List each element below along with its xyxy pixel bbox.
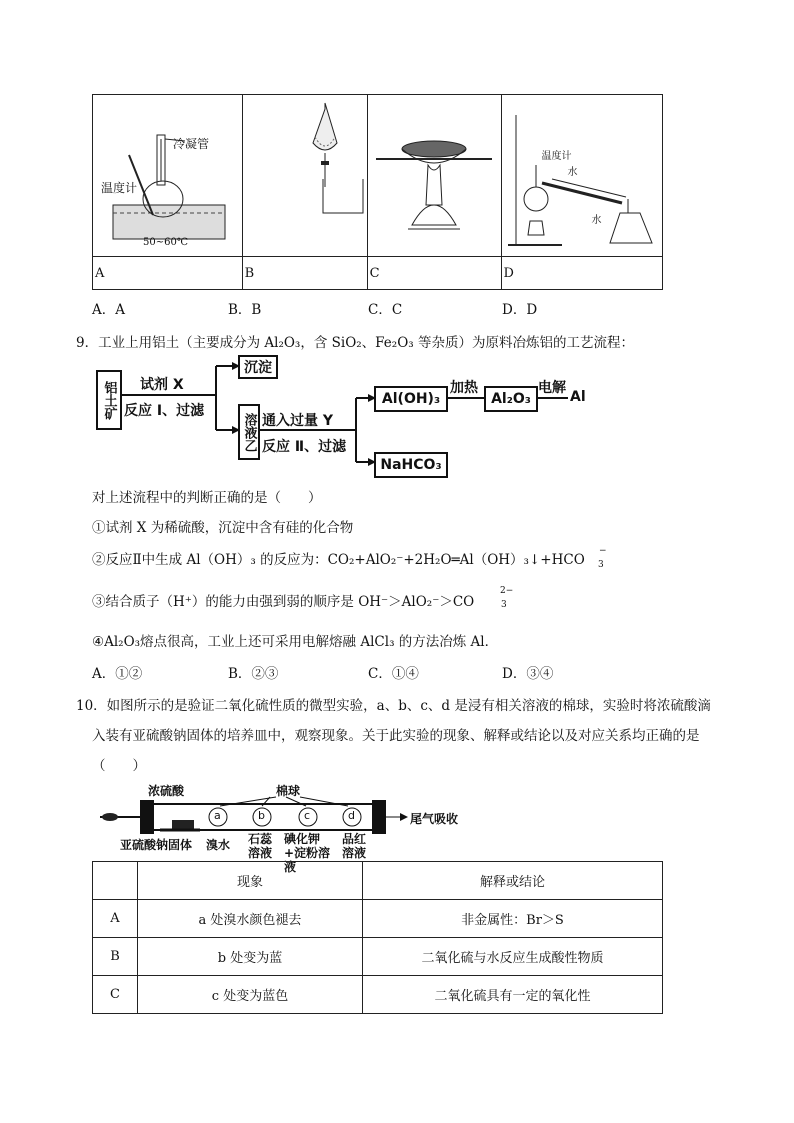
q9-statement-3: ③结合质子（H⁺）的能力由强到弱的顺序是 OH⁻＞AlO₂⁻＞CO 2− 3 <box>92 586 514 610</box>
fig-litmus: 石蕊溶液 <box>248 832 273 860</box>
flow-pass-y: 通入过量 Y <box>262 413 334 429</box>
q8-option-a[interactable]: A．A <box>92 302 125 318</box>
cell-label-b: B <box>242 257 367 290</box>
distillation-thermometer-label: 温度计 <box>541 151 572 162</box>
flow-box-al2o3: Al₂O₃ <box>484 386 538 412</box>
table-header-conclusion: 解释或结论 <box>363 862 663 900</box>
table-row[interactable] <box>93 976 663 1014</box>
q9-statement-2: ②反应Ⅱ中生成 Al（OH）₃ 的反应为：CO₂+AlO₂⁻+2H₂O═Al（OH）₃↓+HCO − 3 <box>92 546 607 570</box>
fig-tail-gas: 尾气吸收 <box>410 812 459 826</box>
table-header-cell <box>93 862 138 900</box>
cell-label-c: C <box>367 257 501 290</box>
q10-answer-table <box>92 861 663 1014</box>
flow-box-aloh3: Al(OH)₃ <box>374 386 448 412</box>
row-conclusion: 二氧化硫具有一定的氧化性 <box>363 976 663 1014</box>
carbonate-subscript: 3 <box>501 600 507 610</box>
fig-ball-d: d <box>348 809 355 822</box>
q9-stem: 9．工业上用铝土（主要成分为 Al₂O₃，含 SiO₂、Fe₂O₃ 等杂质）为原料冶炼铝的工艺流程： <box>76 335 634 351</box>
bicarbonate-subscript: 3 <box>598 560 604 570</box>
q9-prompt: 对上述流程中的判断正确的是（ ） <box>92 490 322 506</box>
q9-statement-4: ④Al₂O₃熔点很高，工业上还可采用电解熔融 AlCl₃ 的方法冶炼 Al． <box>92 634 499 650</box>
row-option-label: C <box>93 976 138 1014</box>
fig-cotton: 棉球 <box>276 784 301 798</box>
fig-ball-a: a <box>214 809 221 822</box>
fig-ball-b: b <box>258 809 265 822</box>
flow-reagent-x: 试剂 X <box>140 377 184 393</box>
q10-stem-line1: 10．如图所示的是验证二氧化硫性质的微型实验，a、b、c、d 是浸有相关溶液的棉球，实验时将浓硫酸滴 <box>76 698 711 714</box>
flow-reaction2: 反应 Ⅱ、过滤 <box>262 439 347 455</box>
flow-al: Al <box>570 389 586 405</box>
carbonate-charge: 2− <box>500 586 514 596</box>
q9-option-b[interactable]: B．②③ <box>228 666 279 682</box>
flow-box-precipitate: 沉淀 <box>238 355 278 379</box>
flow-box-bauxite: 铝土矿 <box>96 370 122 430</box>
row-phenomenon: a 处溴水颜色褪去 <box>138 900 363 938</box>
q8-option-c[interactable]: C．C <box>368 302 403 318</box>
q8-option-b[interactable]: B．B <box>228 302 262 318</box>
water-in-label: 水 <box>567 167 578 178</box>
flow-box-solution: 溶液乙 <box>238 404 260 460</box>
q9-option-c[interactable]: C．①④ <box>368 666 419 682</box>
fig-ball-c: c <box>304 809 311 822</box>
row-phenomenon: c 处变为蓝色 <box>138 976 363 1014</box>
flow-electrolysis: 电解 <box>538 380 566 396</box>
table-header-phenomenon: 现象 <box>138 862 363 900</box>
q9-option-a[interactable]: A．①② <box>92 666 143 682</box>
fig-solid: 亚硫酸钠固体 <box>120 838 193 852</box>
flow-reaction1: 反应 Ⅰ、过滤 <box>124 403 205 419</box>
flow-box-nahco3: NaHCO₃ <box>374 452 448 478</box>
q10-stem-line2: 入装有亚硫酸钠固体的培养皿中，观察现象。关于此实验的现象、解释或结论以及对应关系均正确的是 <box>92 728 700 744</box>
table-row[interactable] <box>93 938 663 976</box>
cell-label-d: D <box>501 257 662 290</box>
water-out-label: 水 <box>591 215 602 226</box>
cell-label-a: A <box>93 257 243 290</box>
table-row[interactable] <box>93 900 663 938</box>
q8-option-d[interactable]: D．D <box>502 302 538 318</box>
row-option-label: A <box>93 900 138 938</box>
q10-stem-line3: （ ） <box>92 758 146 774</box>
row-conclusion: 非金属性：Br＞S <box>363 900 663 938</box>
fig-ki: 碘化钾+淀粉溶液 <box>284 832 331 874</box>
q9-option-d[interactable]: D．③④ <box>502 666 554 682</box>
thermometer-label: 温度计 <box>101 181 138 195</box>
row-phenomenon: b 处变为蓝 <box>138 938 363 976</box>
condenser-label: 冷凝管 <box>173 137 210 151</box>
fig-conc-acid: 浓硫酸 <box>148 784 185 798</box>
flow-heat: 加热 <box>450 380 478 396</box>
bicarbonate-charge: − <box>599 546 607 556</box>
row-option-label: B <box>93 938 138 976</box>
temperature-range-label: 50~60℃ <box>143 237 189 248</box>
fig-bromine: 溴水 <box>206 838 231 852</box>
row-conclusion: 二氧化硫与水反应生成酸性物质 <box>363 938 663 976</box>
table-header-row <box>93 862 663 900</box>
fig-pink: 品红溶液 <box>342 832 367 860</box>
q9-statement-1: ①试剂 X 为稀硫酸，沉淀中含有硅的化合物 <box>92 520 354 536</box>
